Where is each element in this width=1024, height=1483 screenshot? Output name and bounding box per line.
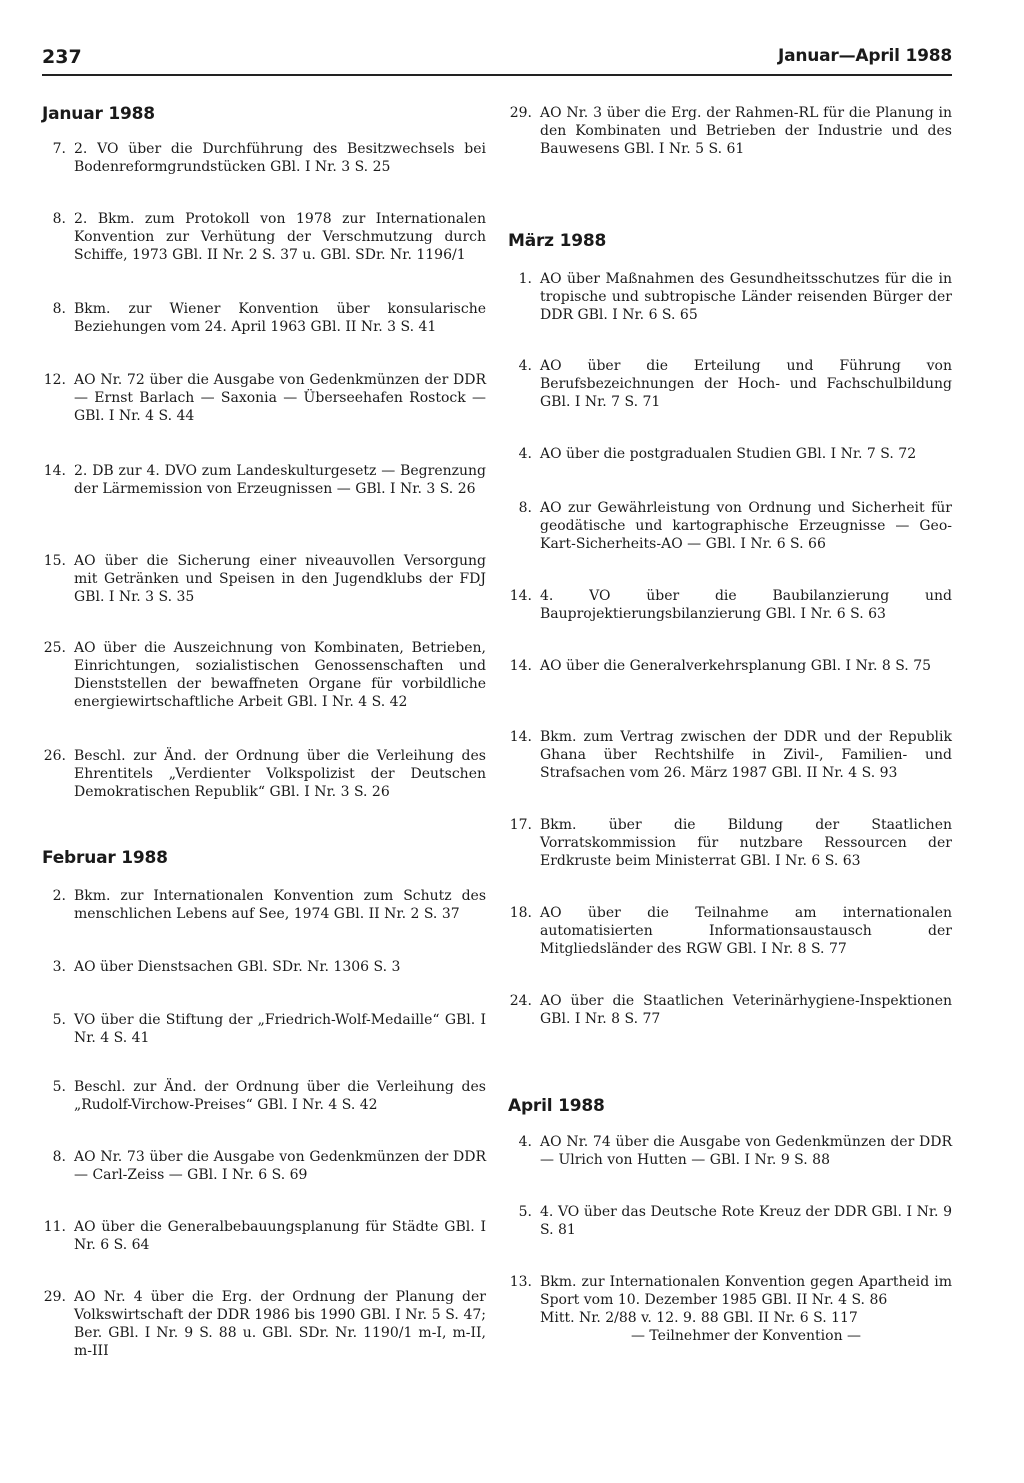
entry-text: AO über die Teilnahme am internationalen automatisierten Informationsaustausch der Mitgliedsländer des RGW GBl. I Nr. 8 S. 77	[540, 905, 952, 957]
list-item	[42, 462, 486, 498]
entry-day: 14.	[509, 588, 532, 604]
list-item	[42, 1218, 486, 1254]
list-item	[42, 371, 486, 425]
entry-text: AO Nr. 74 über die Ausgabe von Gedenkmünzen der DDR — Ulrich von Hutten — GBl. I Nr. 9 S. 88	[540, 1134, 952, 1168]
entry-text: AO Nr. 3 über die Erg. der Rahmen-RL für die Planung in den Kombinaten und Betrieben der Industrie und des Bauwesens GBl. I Nr. 5 S. 61	[540, 105, 952, 157]
list-item	[42, 1011, 486, 1047]
entry-day: 8.	[52, 301, 66, 317]
entry-day: 8.	[52, 211, 66, 227]
entry-text: AO über die Erteilung und Führung von Berufsbezeichnungen der Hoch- und Fachschulbildung GBl. I Nr. 7 S. 71	[540, 358, 952, 410]
section-april	[508, 1096, 952, 1130]
entry-text: Bkm. zur Internationalen Konvention gegen Apartheid im Sport vom 10. Dezember 1985 GBl. II Nr. 4 S. 86	[540, 1274, 952, 1308]
list-item	[42, 639, 486, 711]
entry-day: 12.	[43, 372, 66, 388]
entry-text: Beschl. zur Änd. der Ordnung über die Verleihung des „Rudolf-Virchow-Preises“ GBl. I Nr. 4 S. 42	[74, 1079, 486, 1113]
list-item	[42, 958, 486, 976]
section-heading: Februar 1988	[42, 848, 168, 868]
entry-text: AO über die Auszeichnung von Kombinaten, Betrieben, Einrichtungen, sozialistischen Genossenschaften und Dienststellen der bewaffneten Organe für vorbildliche energiewirtschaftliche Arbeit GBl. I Nr. 4 S. 42	[74, 640, 486, 710]
list-item	[508, 1133, 952, 1169]
section-maerz	[508, 231, 952, 265]
list-item	[508, 904, 952, 958]
entry-text: AO über Dienstsachen GBl. SDr. Nr. 1306 S. 3	[74, 959, 401, 975]
entry-text: Bkm. zur Internationalen Konvention zum Schutz des menschlichen Lebens auf See, 1974 GBl. II Nr. 2 S. 37	[74, 888, 486, 922]
entry-text: AO Nr. 72 über die Ausgabe von Gedenkmünzen der DDR — Ernst Barlach — Saxonia — Überseehafen Rostock — GBl. I Nr. 4 S. 44	[74, 372, 486, 424]
section-heading: April 1988	[508, 1096, 605, 1116]
entry-day: 25.	[43, 640, 66, 656]
entry-text: AO über die Generalbebauungsplanung für Städte GBl. I Nr. 6 S. 64	[74, 1219, 486, 1253]
list-item	[508, 104, 952, 158]
list-item	[508, 728, 952, 782]
entry-day: 17.	[509, 817, 532, 833]
entry-text: Beschl. zur Änd. der Ordnung über die Verleihung des Ehrentitels „Verdienter Volkspolizist der Deutschen Demokratischen Republik“ GBl. I Nr. 3 S. 26	[74, 748, 486, 800]
list-item	[508, 1273, 952, 1345]
list-item	[42, 300, 486, 336]
section-heading: März 1988	[508, 231, 607, 251]
entry-day: 13.	[509, 1274, 532, 1290]
entry-text: Bkm. über die Bildung der Staatlichen Vorratskommission für nutzbare Ressourcen der Erdkruste beim Ministerrat GBl. I Nr. 6 S. 63	[540, 817, 952, 869]
list-item	[508, 445, 952, 463]
entry-day: 4.	[518, 1134, 532, 1150]
entry-day: 4.	[518, 446, 532, 462]
entry-day: 24.	[509, 993, 532, 1009]
entry-day: 7.	[52, 141, 66, 157]
list-item	[508, 270, 952, 324]
entry-day: 29.	[43, 1289, 66, 1305]
entry-day: 14.	[509, 729, 532, 745]
entry-supplement: Mitt. Nr. 2/88 v. 12. 9. 88 GBl. II Nr. 6 S. 117	[540, 1310, 858, 1326]
list-item	[42, 747, 486, 801]
entry-text: Bkm. zur Wiener Konvention über konsularische Beziehungen vom 24. April 1963 GBl. II Nr. 3 S. 41	[74, 301, 486, 335]
list-item	[508, 657, 952, 675]
list-item	[42, 210, 486, 264]
entry-text: 4. VO über die Baubilanzierung und Bauprojektierungsbilanzierung GBl. I Nr. 6 S. 63	[540, 588, 952, 622]
page-header	[42, 40, 952, 76]
entry-day: 8.	[518, 500, 532, 516]
list-item	[42, 552, 486, 606]
page-number: 237	[42, 46, 82, 68]
entry-text: 2. VO über die Durchführung des Besitzwechsels bei Bodenreformgrundstücken GBl. I Nr. 3 S. 25	[74, 141, 486, 175]
list-item	[42, 1148, 486, 1184]
entry-day: 15.	[43, 553, 66, 569]
entry-day: 5.	[52, 1012, 66, 1028]
section-februar	[42, 848, 486, 882]
entry-text: Bkm. zum Vertrag zwischen der DDR und der Republik Ghana über Rechtshilfe in Zivil-, Familien- und Strafsachen vom 26. März 1987 GBl. II Nr. 4 S. 93	[540, 729, 952, 781]
entry-day: 14.	[43, 463, 66, 479]
entry-text: 2. Bkm. zum Protokoll von 1978 zur Internationalen Konvention zur Verhütung der Verschmutzung durch Schiffe, 1973 GBl. II Nr. 2 S. 37 u. GBl. SDr. Nr. 1196/1	[74, 211, 486, 263]
entry-text: VO über die Stiftung der „Friedrich-Wolf-Medaille“ GBl. I Nr. 4 S. 41	[74, 1012, 486, 1046]
entry-text: AO über die Staatlichen Veterinärhygiene-Inspektionen GBl. I Nr. 8 S. 77	[540, 993, 952, 1027]
list-item	[508, 816, 952, 870]
section-heading: Januar 1988	[42, 104, 155, 124]
entry-day: 3.	[52, 959, 66, 975]
entry-day: 5.	[52, 1079, 66, 1095]
list-item	[508, 587, 952, 623]
entry-text: AO zur Gewährleistung von Ordnung und Sicherheit für geodätische und kartographische Erzeugnisse — Geo-Kart-Sicherheits-AO — GBl. I Nr. 6 S. 66	[540, 500, 952, 552]
entry-day: 1.	[518, 271, 532, 287]
entry-text: AO Nr. 4 über die Erg. der Ordnung der Planung der Volkswirtschaft der DDR 1986 bis 1990 GBl. I Nr. 5 S. 47; Ber. GBl. I Nr. 9 S. 88 u. GBl. SDr. Nr. 1190/1 m-I, m-II, m-III	[74, 1289, 486, 1359]
entry-day: 18.	[509, 905, 532, 921]
list-item	[508, 992, 952, 1028]
list-item	[42, 887, 486, 923]
section-januar	[42, 104, 486, 138]
entry-day: 26.	[43, 748, 66, 764]
entry-day: 2.	[52, 888, 66, 904]
entry-day: 8.	[52, 1149, 66, 1165]
entry-day: 5.	[518, 1204, 532, 1220]
list-item	[42, 1078, 486, 1114]
entry-text: 4. VO über das Deutsche Rote Kreuz der DDR GBl. I Nr. 9 S. 81	[540, 1204, 952, 1238]
entry-text: AO über die Generalverkehrsplanung GBl. I Nr. 8 S. 75	[540, 658, 932, 674]
entry-text: AO über die postgradualen Studien GBl. I Nr. 7 S. 72	[540, 446, 917, 462]
entry-text: AO Nr. 73 über die Ausgabe von Gedenkmünzen der DDR — Carl-Zeiss — GBl. I Nr. 6 S. 69	[74, 1149, 486, 1183]
entry-note: — Teilnehmer der Konvention —	[630, 1328, 862, 1344]
list-item	[508, 499, 952, 553]
list-item	[42, 1288, 486, 1360]
list-item	[508, 1203, 952, 1239]
entry-day: 4.	[518, 358, 532, 374]
entry-day: 11.	[43, 1219, 66, 1235]
entry-day: 29.	[509, 105, 532, 121]
entry-text: AO über die Sicherung einer niveauvollen Versorgung mit Getränken und Speisen in den Jugendklubs der FDJ GBl. I Nr. 3 S. 35	[74, 553, 486, 605]
list-item	[508, 357, 952, 411]
list-item	[42, 140, 486, 176]
entry-day: 14.	[509, 658, 532, 674]
entry-text: AO über Maßnahmen des Gesundheitsschutzes für die in tropische und subtropische Länder reisenden Bürger der DDR GBl. I Nr. 6 S. 65	[540, 271, 952, 323]
running-title: Januar—April 1988	[777, 46, 952, 66]
entry-text: 2. DB zur 4. DVO zum Landeskulturgesetz — Begrenzung der Lärmemission von Erzeugnissen — GBl. I Nr. 3 S. 26	[74, 463, 486, 497]
